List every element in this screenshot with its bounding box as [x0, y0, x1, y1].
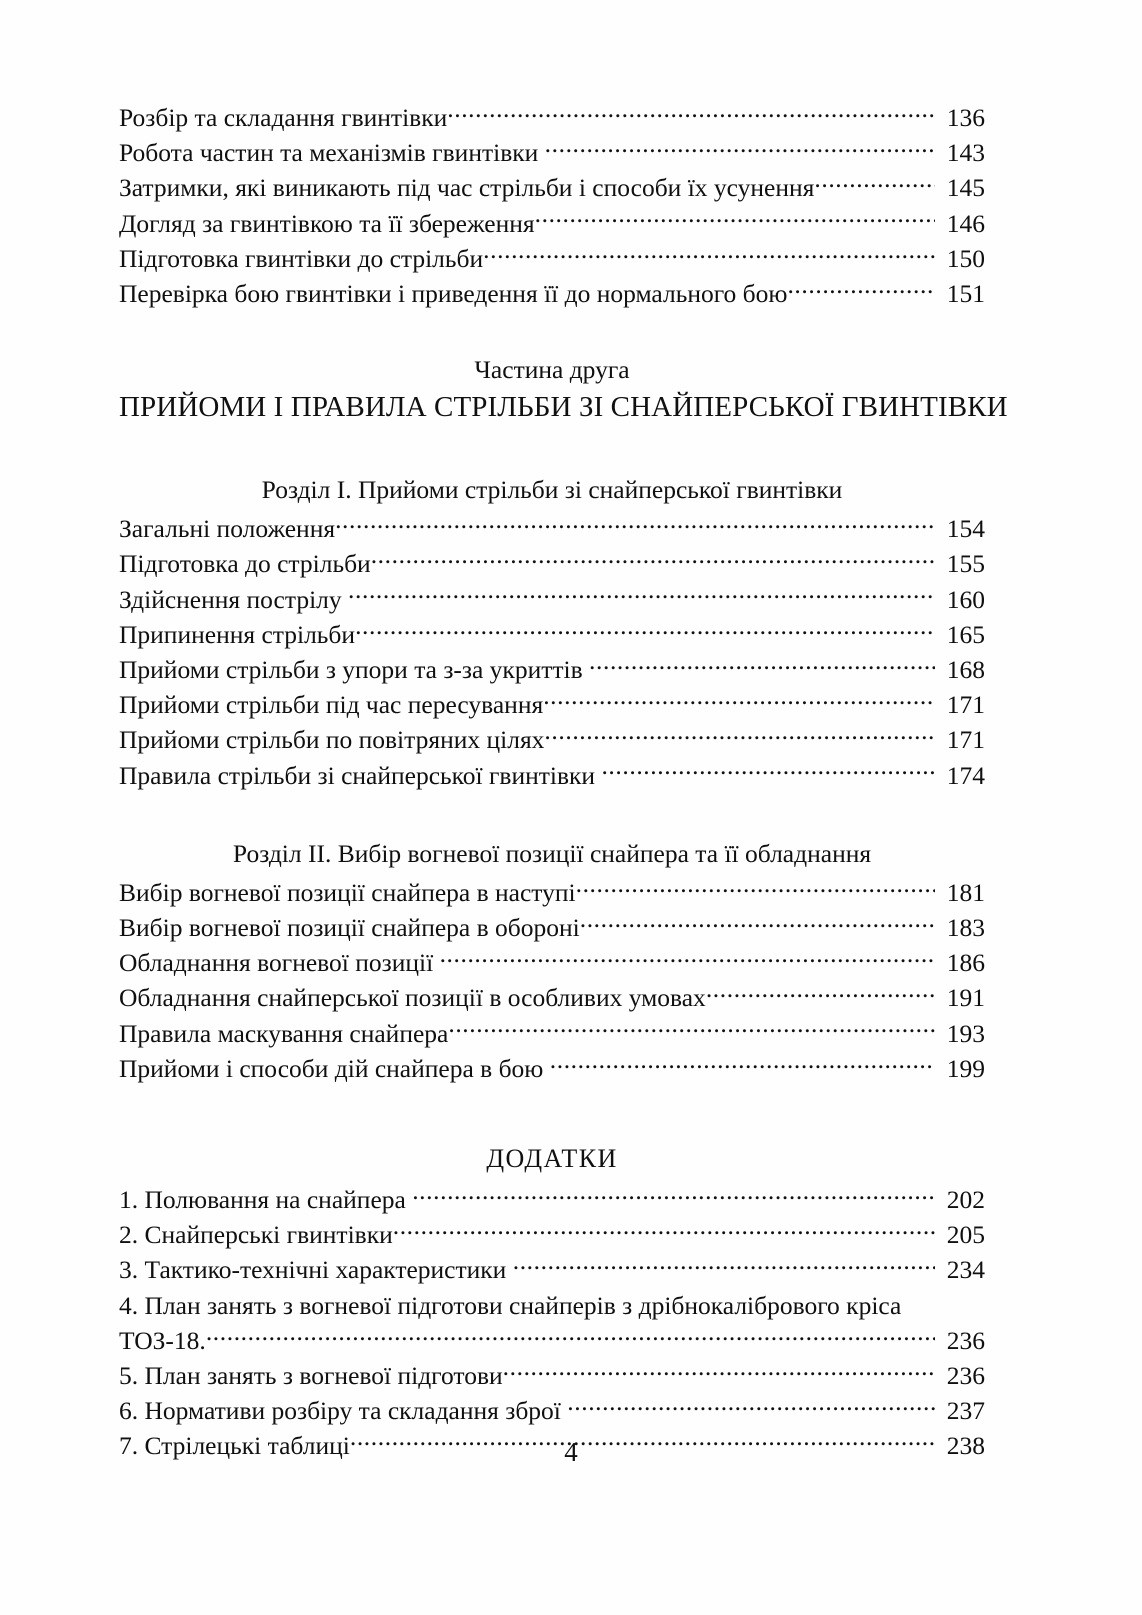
toc-dot-leader [393, 1218, 935, 1244]
toc-group-chapter-two [119, 875, 985, 1086]
page-number-folio: 4 [564, 1437, 578, 1467]
toc-entry[interactable] [119, 1288, 985, 1358]
toc-entry[interactable] [119, 1051, 985, 1086]
chapter-one-heading: Розділ I. Прийоми стрільби зі снайперської гвинтівки [261, 475, 843, 505]
toc-entry[interactable] [119, 1016, 985, 1051]
toc-entry-page-number: 193 [946, 1018, 985, 1048]
toc-entry[interactable] [119, 511, 985, 546]
toc-entry-page-number: 205 [946, 1220, 985, 1250]
toc-dot-leader [335, 512, 935, 538]
toc-entry-title: Прийоми стрільби по повітряних цілях [119, 725, 545, 755]
toc-dot-leader [348, 582, 935, 608]
chapter-two-heading: Розділ II. Вибір вогневої позиції снайпера та її обладнання [232, 838, 872, 868]
toc-entry-title: 5. План занять з вогневої підготови [119, 1361, 503, 1391]
toc-entry-page-number: 183 [946, 913, 985, 943]
toc-entry[interactable] [119, 758, 985, 793]
toc-dot-leader [545, 136, 935, 162]
toc-entry-page-number: 237 [946, 1396, 985, 1426]
toc-entry-title: 1. Полювання на снайпера [119, 1185, 406, 1215]
toc-dot-leader [483, 241, 935, 267]
toc-entry[interactable] [119, 241, 985, 276]
toc-dot-leader [535, 206, 935, 232]
toc-entry-page-number: 199 [946, 1053, 985, 1083]
toc-entry-title: Припинення стрільби [119, 619, 356, 649]
toc-entry[interactable] [119, 582, 985, 617]
toc-dot-leader [550, 1051, 935, 1077]
toc-dot-leader [544, 723, 935, 749]
toc-entry-title: Вибір вогневої позиції снайпера в обороні [119, 913, 580, 943]
toc-content [119, 100, 1008, 1464]
toc-entry-title: 2. Снайперські гвинтівки [119, 1220, 393, 1250]
toc-entry-page-number: 171 [946, 725, 985, 755]
toc-entry-title: Робота частин та механізмів гвинтівки [119, 138, 539, 168]
part-two-title: ПРИЙОМИ І ПРАВИЛА СТРІЛЬБИ ЗІ СНАЙПЕРСЬКОЇ ГВИНТІВКИ [119, 391, 1008, 424]
toc-entry-title: Обладнання вогневої позиції [119, 948, 434, 978]
toc-group-continued [119, 100, 985, 311]
toc-entry-line2 [119, 1323, 985, 1358]
toc-entry-title: Правила маскування снайпера [119, 1018, 449, 1048]
toc-entry-page-number: 234 [946, 1255, 985, 1285]
toc-entry-page-number: 236 [946, 1361, 985, 1391]
toc-dot-leader [206, 1323, 935, 1349]
toc-dot-leader [601, 758, 935, 784]
toc-entry-page-number: 191 [946, 983, 985, 1013]
toc-entry-title: Правила стрільби зі снайперської гвинтівки [119, 760, 596, 790]
toc-entry-title: Здійснення пострілу [119, 584, 342, 614]
toc-entry[interactable] [119, 170, 985, 205]
toc-entry-page-number: 181 [946, 877, 985, 907]
toc-entry[interactable] [119, 276, 985, 311]
toc-entry[interactable] [119, 687, 985, 722]
toc-dot-leader [355, 617, 935, 643]
toc-entry-title: Обладнання снайперської позиції в особливих умовах [119, 983, 706, 1013]
toc-entry-title: Підготовка до стрільби [119, 549, 371, 579]
toc-entry-title: Прийоми стрільби під час пересування [119, 690, 544, 720]
toc-dot-leader [589, 653, 935, 679]
toc-entry-page-number: 136 [946, 103, 985, 132]
toc-entry-page-number: 186 [946, 948, 985, 978]
toc-entry-page-number: 238 [946, 1431, 985, 1461]
appendices-heading: ДОДАТКИ [486, 1144, 618, 1174]
toc-entry[interactable] [119, 100, 985, 135]
toc-entry-title: 6. Нормативи розбіру та складання зброї [119, 1396, 561, 1426]
toc-entry-title: Перевірка бою гвинтівки і приведення її до нормального бою [119, 279, 788, 309]
toc-dot-leader [814, 171, 935, 197]
toc-entry[interactable] [119, 1358, 985, 1393]
toc-entry-page-number: 165 [946, 619, 985, 649]
toc-entry[interactable] [119, 875, 985, 910]
toc-dot-leader [543, 688, 935, 714]
toc-dot-leader [580, 911, 935, 937]
toc-group-appendices [119, 1182, 985, 1464]
toc-dot-leader [371, 547, 935, 573]
toc-dot-leader [706, 981, 935, 1007]
toc-entry-title: Підготовка гвинтівки до стрільби [119, 243, 484, 273]
toc-entry-page-number: 145 [946, 173, 985, 203]
toc-dot-leader [576, 875, 935, 901]
toc-entry-title: Догляд за гвинтівкою та її збереження [119, 208, 535, 238]
toc-entry[interactable] [119, 722, 985, 757]
toc-entry-title: Розбір та складання гвинтівки [119, 103, 448, 132]
toc-entry[interactable] [119, 617, 985, 652]
toc-dot-leader [448, 1016, 935, 1042]
toc-entry[interactable] [119, 980, 985, 1015]
toc-entry[interactable] [119, 1393, 985, 1428]
toc-dot-leader [787, 277, 935, 303]
toc-entry[interactable] [119, 1217, 985, 1252]
toc-entry-title: 3. Тактико-технічні характеристики [119, 1255, 507, 1285]
toc-entry-page-number: 154 [946, 514, 985, 544]
toc-group-chapter-one [119, 511, 985, 793]
toc-entry-page-number: 202 [946, 1185, 985, 1215]
toc-entry-page-number: 236 [946, 1325, 985, 1355]
toc-entry-page-number: 160 [946, 584, 985, 614]
toc-entry-title: Загальні положення [119, 514, 336, 544]
toc-entry-page-number: 171 [946, 690, 985, 720]
toc-entry[interactable] [119, 945, 985, 980]
toc-entry-title: 7. Стрілецькі таблиці [119, 1431, 350, 1461]
part-two-heading-block [119, 353, 1008, 427]
toc-entry[interactable] [119, 1182, 985, 1217]
toc-entry-title-line2: ТОЗ-18. [119, 1325, 206, 1355]
toc-entry-title: Прийоми стрільби з упори та з-за укриттів [119, 655, 583, 685]
toc-entry[interactable] [119, 546, 985, 581]
toc-dot-leader [447, 101, 935, 127]
toc-dot-leader [503, 1359, 935, 1385]
toc-entry-title: Затримки, які виникають під час стрільби і способи їх усунення [119, 173, 815, 203]
toc-entry[interactable] [119, 652, 985, 687]
toc-entry[interactable] [119, 910, 985, 945]
toc-entry-title: Вибір вогневої позиції снайпера в наступі [119, 877, 576, 907]
toc-entry[interactable] [119, 206, 985, 241]
toc-entry-page-number: 151 [946, 279, 985, 309]
toc-entry-title-line1: 4. План занять з вогневої підготови снайперів з дрібнокалібрового кріса [119, 1290, 902, 1320]
toc-dot-leader [412, 1183, 935, 1209]
toc-entry-page-number: 155 [946, 549, 985, 579]
toc-entry[interactable] [119, 1252, 985, 1287]
toc-entry[interactable] [119, 135, 985, 170]
toc-dot-leader [513, 1253, 935, 1279]
toc-dot-leader [440, 946, 935, 972]
toc-entry-page-number: 146 [946, 208, 985, 238]
toc-entry-page-number: 168 [946, 655, 985, 685]
toc-entry-page-number: 150 [946, 243, 985, 273]
toc-dot-leader [567, 1394, 935, 1420]
part-two-label: Частина друга [474, 355, 630, 385]
toc-entry-page-number: 143 [946, 138, 985, 168]
toc-entry-page-number: 174 [946, 760, 985, 790]
toc-entry-title: Прийоми і способи дій снайпера в бою [119, 1053, 544, 1083]
